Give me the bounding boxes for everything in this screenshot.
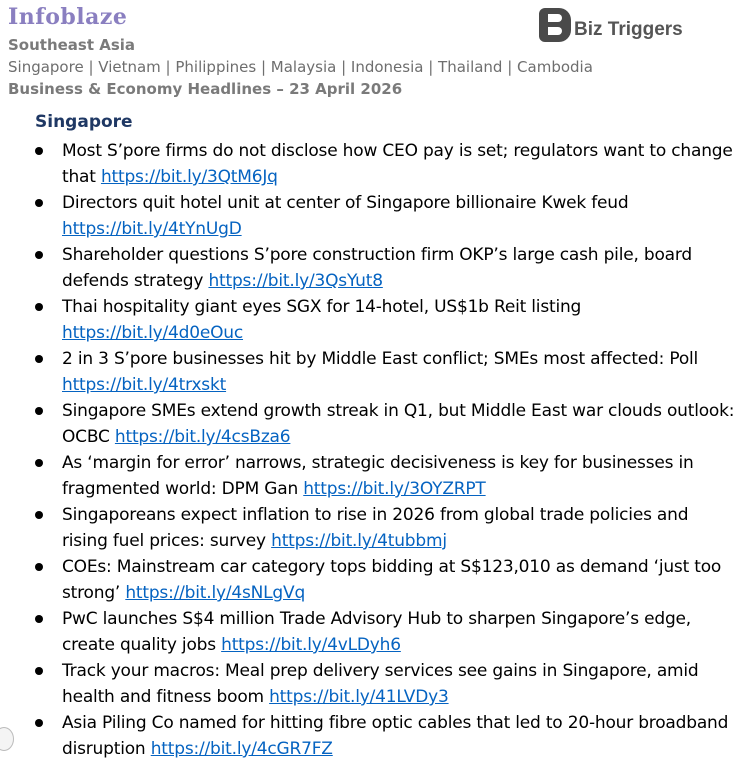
side-handle-icon (0, 727, 14, 751)
section-title: Singapore (35, 112, 133, 132)
news-text: Most S’pore firms do not disclose how CEO pay is set; regulators want to change that (62, 141, 733, 187)
news-item (35, 554, 735, 606)
bullet-icon (35, 511, 43, 519)
bullet-icon (35, 615, 43, 623)
news-item (35, 190, 735, 242)
news-text: As ‘margin for error’ narrows, strategic decisiveness is key for businesses in fragmented world: DPM Gan (62, 453, 694, 499)
bullet-icon (35, 563, 43, 571)
news-item (35, 294, 735, 346)
biz-triggers-logo (539, 8, 683, 42)
news-item (35, 710, 735, 762)
bullet-icon (35, 719, 43, 727)
bullet-icon (35, 251, 43, 259)
news-item (35, 138, 735, 190)
news-link[interactable]: https://bit.ly/4vLDyh6 (221, 635, 401, 655)
news-link[interactable]: https://bit.ly/4tYnUgD (62, 219, 242, 239)
news-link[interactable]: https://bit.ly/4d0eOuc (62, 323, 244, 343)
biz-triggers-mark-icon (539, 8, 571, 42)
news-text: Track your macros: Meal prep delivery services see gains in Singapore, amid health and fitness boom (62, 661, 699, 707)
news-link[interactable]: https://bit.ly/4sNLgVq (125, 583, 306, 603)
news-text: Singaporeans expect inflation to rise in 2026 from global trade policies and rising fuel prices: survey (62, 505, 689, 551)
news-link[interactable]: https://bit.ly/3QsYut8 (208, 271, 383, 291)
biz-triggers-text: Biz Triggers (574, 19, 683, 40)
news-item (35, 398, 735, 450)
bullet-icon (35, 459, 43, 467)
news-text: Singapore SMEs extend growth streak in Q1, but Middle East war clouds outlook: OCBC (62, 401, 735, 447)
country-list: Singapore | Vietnam | Philippines | Malaysia | Indonesia | Thailand | Cambodia (8, 58, 593, 76)
news-link[interactable]: https://bit.ly/3OYZRPT (303, 479, 486, 499)
news-item (35, 502, 735, 554)
news-text: 2 in 3 S’pore businesses hit by Middle East conflict; SMEs most affected: Poll (62, 349, 699, 369)
news-text: PwC launches S$4 million Trade Advisory Hub to sharpen Singapore’s edge, create quality jobs (62, 609, 692, 655)
region-heading: Southeast Asia (8, 36, 136, 54)
news-text: Shareholder questions S’pore construction firm OKP’s large cash pile, board defends strategy (62, 245, 692, 291)
bullet-icon (35, 355, 43, 363)
bullet-icon (35, 147, 43, 155)
news-item (35, 450, 735, 502)
news-text: Thai hospitality giant eyes SGX for 14-hotel, US$1b Reit listing (62, 297, 582, 317)
bullet-icon (35, 303, 43, 311)
infoblaze-logo: Infoblaze (8, 4, 128, 30)
news-text: Asia Piling Co named for hitting fibre optic cables that led to 20-hour broadband disruption (62, 713, 729, 759)
news-link[interactable]: https://bit.ly/4trxskt (62, 375, 227, 395)
news-text: COEs: Mainstream car category tops bidding at S$123,010 as demand ‘just too strong’ (62, 557, 722, 603)
bullet-icon (35, 667, 43, 675)
news-link[interactable]: https://bit.ly/41LVDy3 (269, 687, 449, 707)
news-item (35, 658, 735, 710)
bullet-icon (35, 199, 43, 207)
news-link[interactable]: https://bit.ly/4tubbmj (271, 531, 447, 551)
news-list (35, 138, 735, 762)
news-text: Directors quit hotel unit at center of Singapore billionaire Kwek feud (62, 193, 629, 213)
news-link[interactable]: https://bit.ly/4csBza6 (114, 427, 291, 447)
news-item (35, 242, 735, 294)
news-link[interactable]: https://bit.ly/3QtM6Jq (100, 167, 278, 187)
bullet-icon (35, 407, 43, 415)
news-link[interactable]: https://bit.ly/4cGR7FZ (150, 739, 333, 759)
headline-date: Business & Economy Headlines – 23 April 2026 (8, 80, 403, 98)
news-item (35, 346, 735, 398)
news-item (35, 606, 735, 658)
